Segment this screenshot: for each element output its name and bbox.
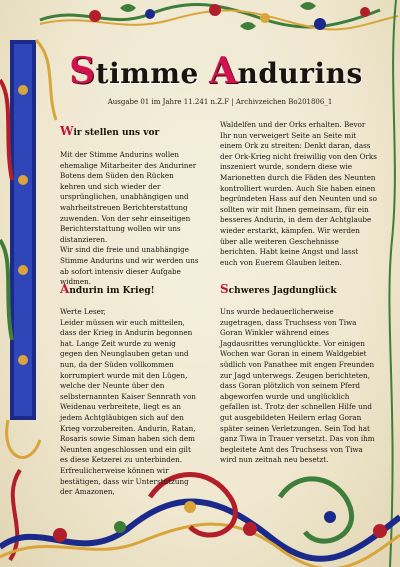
heading-andurin-im-krieg xyxy=(60,282,155,296)
heading-initial: S xyxy=(220,282,229,296)
paragraph: Erfreulicherweise können wir bestätigen, dass wir Unterstützung der Amazonen, xyxy=(60,465,189,497)
title-initial-a: A xyxy=(209,50,238,92)
article-war xyxy=(60,307,200,498)
title-word-1: timme xyxy=(95,57,199,90)
heading-initial: W xyxy=(60,124,74,138)
heading-initial: A xyxy=(60,282,70,296)
ornamental-top-border xyxy=(0,0,400,38)
heading-text: chweres Jagdunglück xyxy=(228,286,337,296)
paragraph: Waldelfen und der Orks erhalten. Bevor Ihr nun verweigert Seite an Seite mit einem Ork zu streiten: Denkt daran, dass der Ork-Krieg nicht freiwillig von den Orks inszeniert wurde, sondern diese wie Marionetten durch die Fäden des Neunten kontrolliert wurden. Auch Sie haben einen begründeten Hass auf den Neunten und so sollten wir mit Ihnen gemeinsam, für ein besseres Andurin, in dem der Achtglaube wieder erstarkt, kämpfen. Wir werden über alle weiteren Geschehnisse berichten. Habt keine Angst und lasst euch von Euerem Glauben leiten. xyxy=(220,120,377,267)
paragraph: Wir sind die freie und unabhängige Stimme Andurins und wir werden uns ab sofort intensiv dieser Aufgabe widmen. xyxy=(60,245,199,287)
masthead-title xyxy=(66,50,366,92)
heading-wir-stellen-uns-vor xyxy=(60,124,159,138)
heading-schweres-jagdunglueck xyxy=(220,282,337,296)
title-word-2: ndurins xyxy=(237,57,363,90)
paragraph: Leider müssen wir euch mitteilen, dass der Krieg in Andurin begonnen hat. Lange Zeit wurde zu wenig gegen den Neunglauben getan und nun, da der Süden vollkommen korrumpiert wurde mit den Lügen, welche der Neunte über den selbsternannten Kaiser Sennrath von Weidenau verbreitete, liegt es an jedem Achtgläubigen sich auf den Krieg vorzubereiten. Andurin, Ratan, Rosaris sowie Siman haben sich dem Neunten angeschlossen und ein gilt es diese Ketzerei zu unterbinden. xyxy=(60,317,196,465)
paragraph: Mit der Stimme Andurins wollen ehemalige Mitarbeiter des Anduriner Botens dem Süden den Rücken kehren und sich wieder der ursprünglichen, unabhängigen und wahrheitstreuen Berichterstattung zuwenden. Von der sehr einseitigen Berichterstattung wollen wir uns distanzieren. xyxy=(60,150,197,244)
heading-text: ir stellen uns vor xyxy=(73,128,160,138)
article-intro xyxy=(60,150,200,288)
issue-line: Ausgabe 01 im Jahre 11.241 n.Z.F | Archivzeichen Bo201806_1 xyxy=(107,98,333,106)
title-initial-s: S xyxy=(69,50,96,92)
heading-text: ndurin im Krieg! xyxy=(69,286,155,296)
paragraph: Uns wurde bedauerlicherweise zugetragen, dass Truchsess von Tiwa Goran Winkler während eines Jagdausrittes verunglückte. Vor einigen Wochen war Goran in einem Waldgebiet südlich von Panathee mit engen Freunden zur Jagd unterwegs. Zeugen berichteten, dass Goran plötzlich von seinem Pferd abgeworfen wurde und unglücklich gefallen ist. Trotz der schnellen Hilfe und gut ausgebildeten Heilern erlag Goran später seinen Verletzungen. Sein Tod hat ganz Tiwa in Trauer versetzt. Das von ihm begleitete Amt des Truchsess von Tiwa wird nun zeitnah neu besetzt. xyxy=(220,307,375,465)
paragraph: Werte Leser, xyxy=(60,307,106,316)
article-hunting-accident xyxy=(220,307,378,466)
article-war-continued xyxy=(220,120,378,268)
